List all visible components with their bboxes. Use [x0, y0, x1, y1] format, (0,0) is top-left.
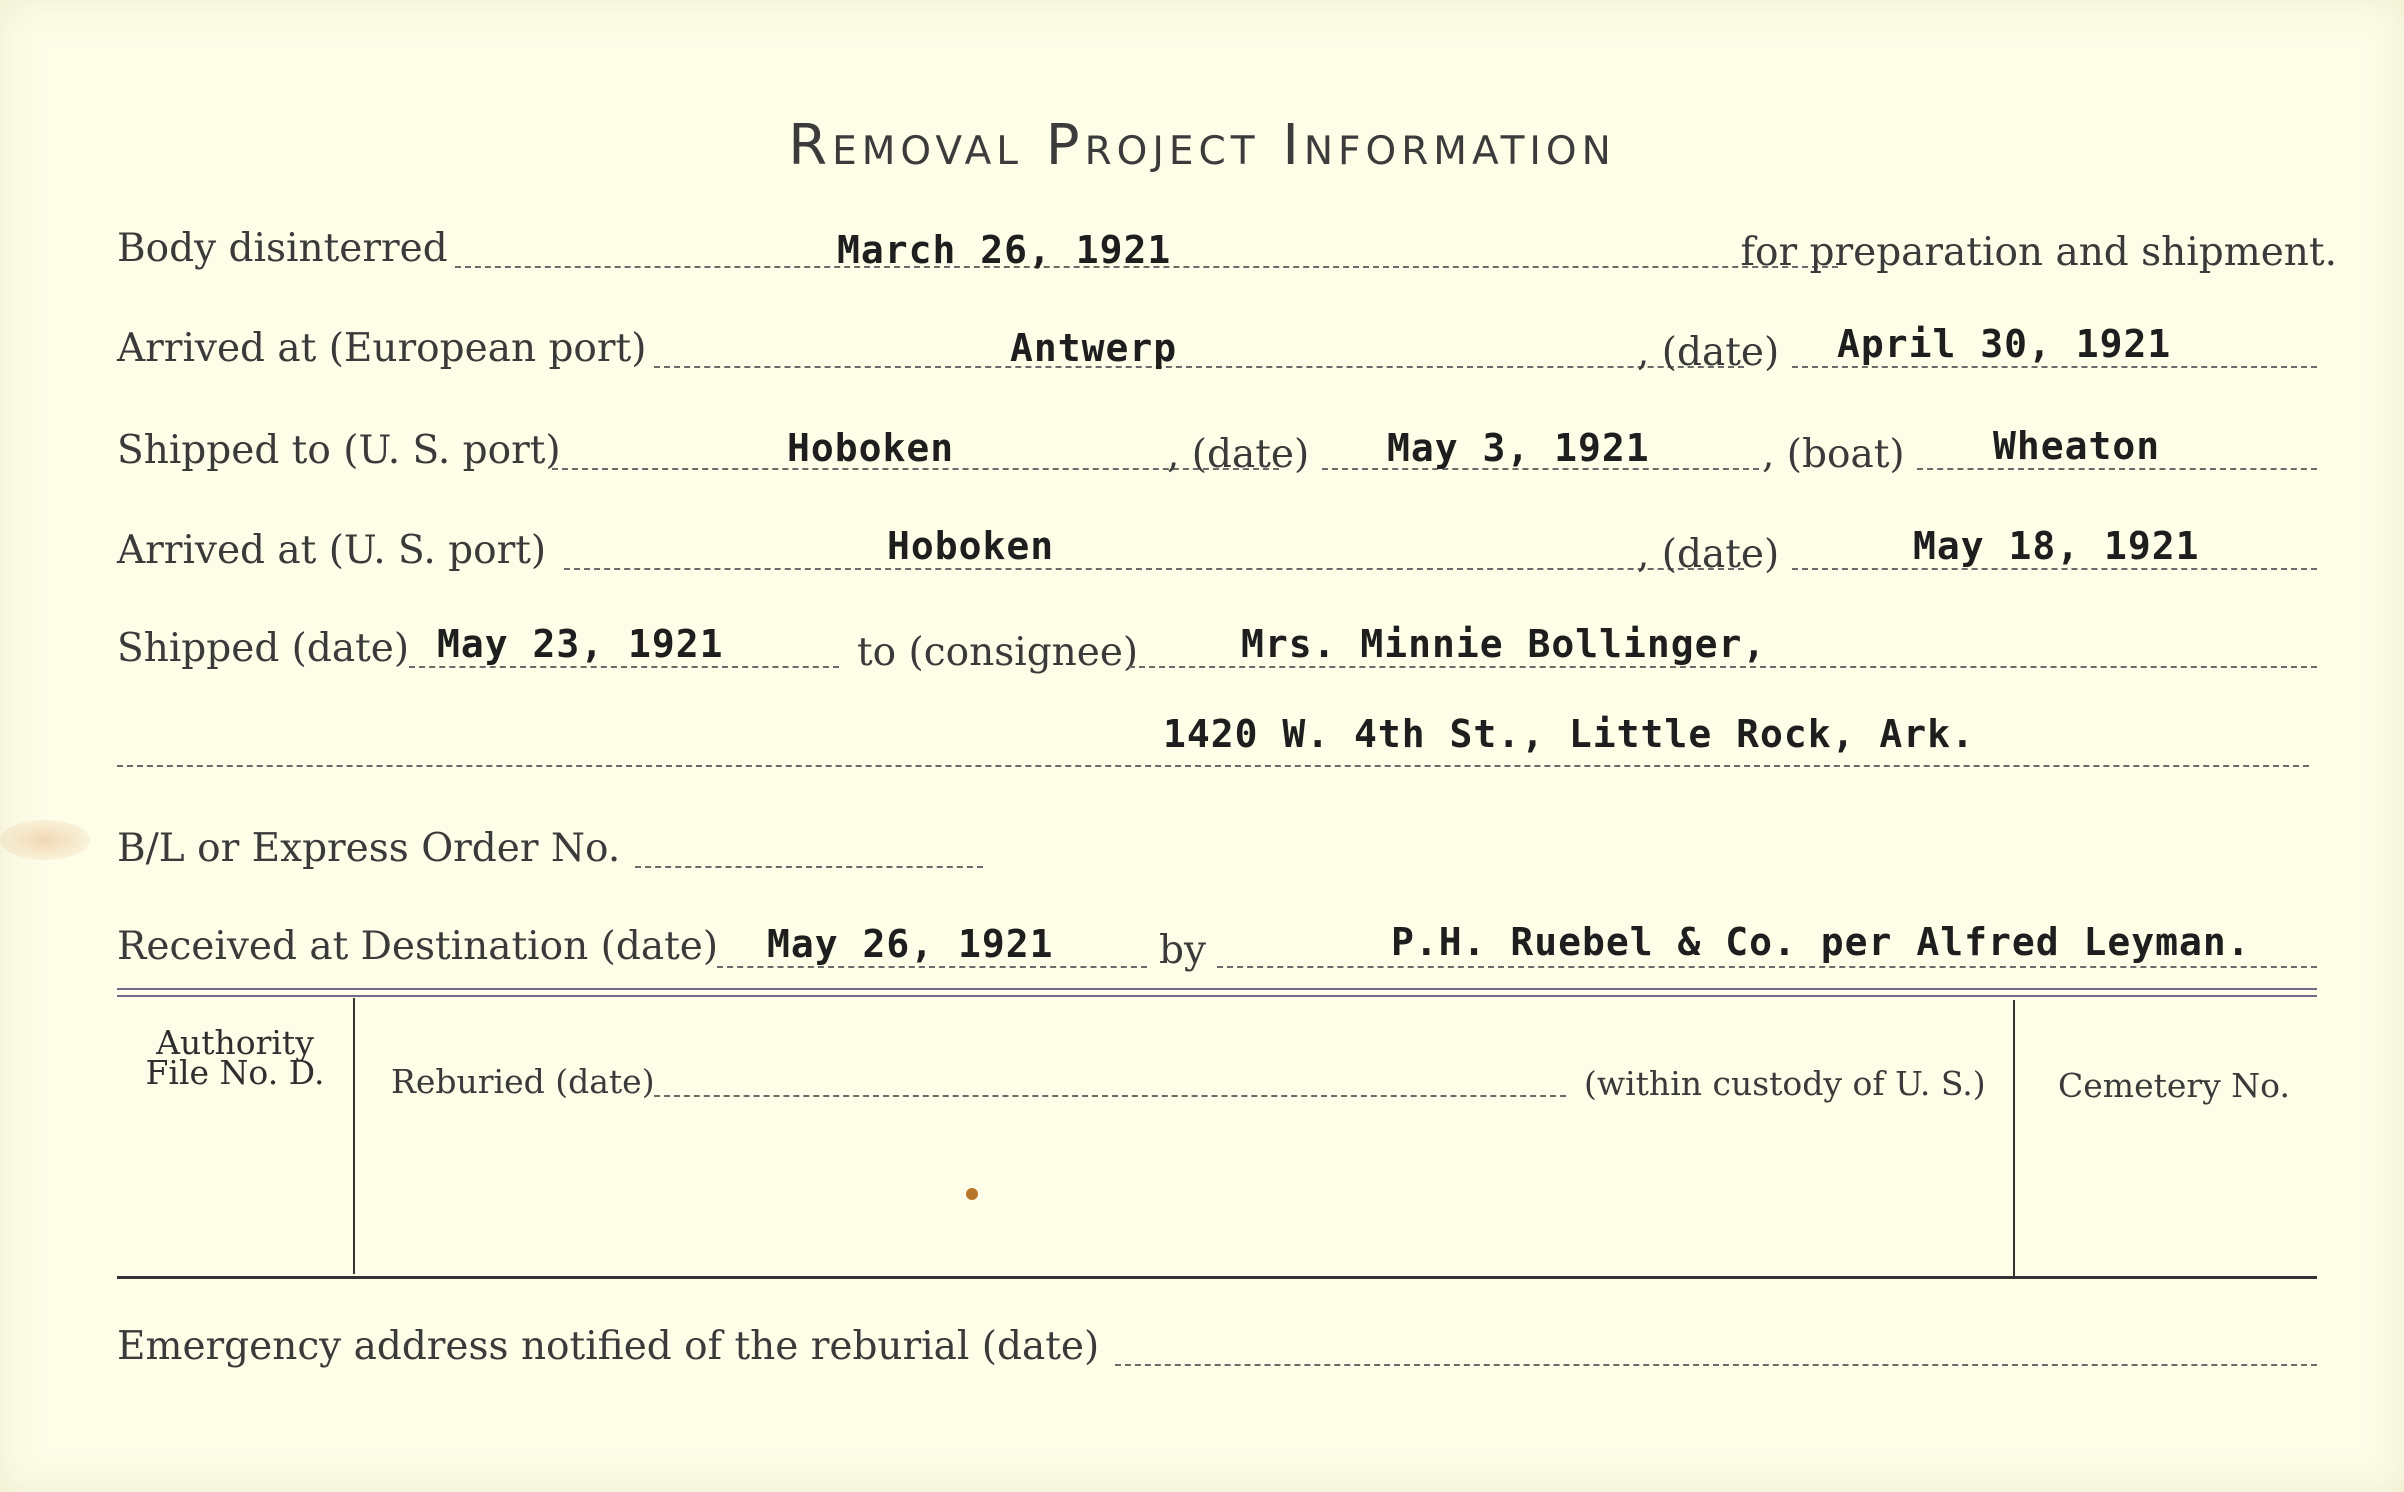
row-emergency	[117, 1324, 2317, 1384]
received-label: Received at Destination (date)	[117, 924, 719, 969]
arrived-us-port: Hoboken	[887, 524, 1055, 568]
shipped-date-line	[409, 666, 839, 668]
arrived-european-port: Antwerp	[1010, 326, 1178, 370]
table-bottom-rule	[117, 1276, 2317, 1279]
table-divider-left	[353, 998, 355, 1274]
arrived-european-line	[654, 366, 1744, 368]
authority-cell	[117, 1023, 353, 1092]
received-by: P.H. Ruebel & Co. per Alfred Leyman.	[1391, 920, 2251, 964]
emergency-label: Emergency address notified of the reburial (date)	[117, 1324, 1100, 1369]
bl-order-label: B/L or Express Order No.	[117, 826, 621, 871]
authority-label: Authority	[156, 1023, 314, 1062]
row-received	[117, 920, 2317, 984]
row-bl-order	[117, 826, 2317, 886]
consignee-address: 1420 W. 4th St., Little Rock, Ark.	[1163, 712, 1975, 756]
arrived-european-date: April 30, 1921	[1837, 322, 2172, 366]
arrived-us-date-label: , (date)	[1637, 532, 1780, 577]
arrived-european-date-line	[1792, 366, 2317, 368]
row-arrived-us	[117, 524, 2317, 588]
table-top-rule-2	[117, 995, 2317, 997]
body-disinterred-value: March 26, 1921	[837, 228, 1172, 272]
shipped-date-label: Shipped (date)	[117, 626, 410, 671]
row-body-disinterred	[117, 226, 2337, 286]
shipped-us-date: May 3, 1921	[1387, 426, 1650, 470]
received-date-line	[717, 966, 1147, 968]
form-title: Removal Project Information	[788, 113, 1616, 178]
cemetery-no-label: Cemetery No.	[2058, 1066, 2290, 1105]
authority-file-label: File No. D.	[145, 1053, 325, 1092]
consignee-label: to (consignee)	[857, 630, 1139, 675]
arrived-european-date-label: , (date)	[1637, 330, 1780, 375]
row-shipped-us	[117, 424, 2317, 488]
shipped-us-boat-line	[1917, 468, 2317, 470]
arrived-european-label: Arrived at (European port)	[117, 326, 647, 371]
table-divider-right	[2013, 1000, 2015, 1278]
reburied-label: Reburied (date)	[391, 1062, 655, 1101]
shipped-us-port: Hoboken	[787, 426, 955, 470]
row-consignee-address	[117, 712, 2317, 772]
emergency-line	[1115, 1364, 2317, 1366]
reburied-suffix: (within custody of U. S.)	[1584, 1064, 1986, 1103]
ink-dot	[966, 1188, 978, 1200]
received-date: May 26, 1921	[767, 922, 1054, 966]
shipped-date-value: May 23, 1921	[437, 622, 724, 666]
arrived-us-date: May 18, 1921	[1913, 524, 2200, 568]
arrived-us-date-line	[1792, 568, 2317, 570]
consignee-line	[1129, 666, 2317, 668]
shipped-us-date-label: , (date)	[1167, 432, 1310, 477]
reburied-line	[654, 1095, 1566, 1097]
arrived-us-line	[564, 568, 1744, 570]
table-top-rule	[117, 988, 2317, 990]
body-disinterred-label: Body disinterred	[117, 226, 448, 271]
bl-order-line	[635, 866, 983, 868]
shipped-us-label: Shipped to (U. S. port)	[117, 428, 561, 473]
body-disinterred-suffix: for preparation and shipment.	[1740, 230, 2337, 275]
shipped-us-boat: Wheaton	[1993, 424, 2161, 468]
consignee-name: Mrs. Minnie Bollinger,	[1241, 622, 1767, 666]
paper-stain	[0, 820, 90, 860]
received-by-line	[1217, 966, 2317, 968]
received-by-label: by	[1159, 928, 1206, 973]
row-shipped-date	[117, 622, 2317, 686]
shipped-us-boat-label: , (boat)	[1762, 432, 1905, 477]
row-arrived-european	[117, 322, 2317, 386]
consignee-address-line	[117, 765, 2309, 767]
arrived-us-label: Arrived at (U. S. port)	[117, 528, 547, 573]
